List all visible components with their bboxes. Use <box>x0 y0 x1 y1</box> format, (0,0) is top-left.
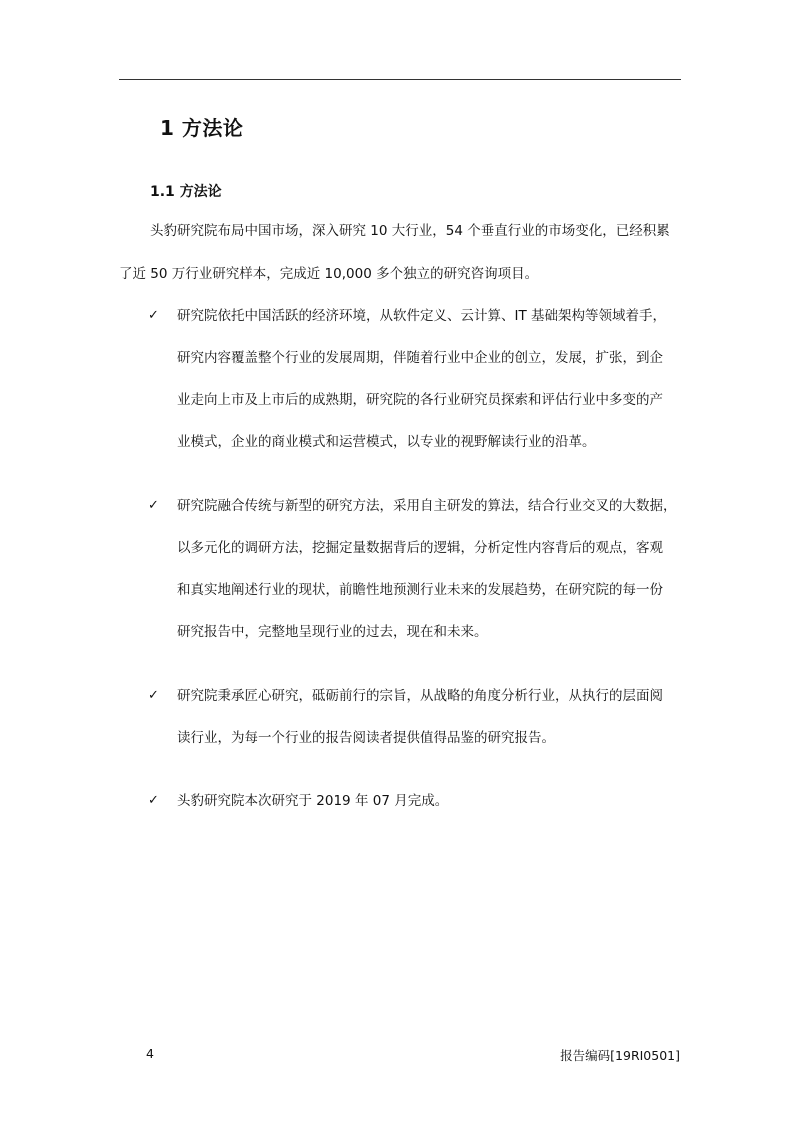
intro-line: 头豹研究院布局中国市场，深入研究 10 大行业，54 个垂直行业的市场变化，已经积累 <box>150 223 670 239</box>
section-title: 方法论 <box>181 116 244 140</box>
report-code: 报告编码[19RI0501] <box>560 1048 680 1063</box>
section-heading <box>160 112 243 141</box>
bullet-line: 业走向上市及上市后的成熟期，研究院的各行业研究员探索和评估行业中多变的产 <box>177 392 663 408</box>
bullet-line: 头豹研究院本次研究于 2019 年 07 月完成。 <box>177 793 449 809</box>
bullet-line: 研究院秉承匠心研究，砥砺前行的宗旨，从战略的角度分析行业，从执行的层面阅 <box>177 688 663 704</box>
bullet-line: 研究院融合传统与新型的研究方法，采用自主研发的算法，结合行业交叉的大数据， <box>177 498 677 514</box>
bullet-line: 研究内容覆盖整个行业的发展周期，伴随着行业中企业的创立，发展，扩张，到企 <box>177 350 663 366</box>
subsection-number: 1.1 <box>150 184 175 200</box>
bullet-line: 以多元化的调研方法，挖掘定量数据背后的逻辑，分析定性内容背后的观点，客观 <box>177 540 663 556</box>
bullet-line: 业模式，企业的商业模式和运营模式，以专业的视野解读行业的沿革。 <box>177 434 596 450</box>
section-number: 1 <box>160 116 175 140</box>
checkmark-icon: ✓ <box>148 688 159 703</box>
bullet-line: 研究院依托中国活跃的经济环境，从软件定义、云计算、IT 基础架构等领域着手， <box>177 308 667 324</box>
bullet-line: 读行业，为每一个行业的报告阅读者提供值得品鉴的研究报告。 <box>177 730 555 746</box>
bullet-line: 研究报告中，完整地呈现行业的过去，现在和未来。 <box>177 624 488 640</box>
checkmark-icon: ✓ <box>148 498 159 513</box>
subsection-heading <box>150 181 222 201</box>
header-rule <box>119 79 681 80</box>
intro-line: 了近 50 万行业研究样本，完成近 10,000 多个独立的研究咨询项目。 <box>119 266 539 282</box>
subsection-title: 方法论 <box>179 184 222 200</box>
page-number: 4 <box>146 1046 154 1061</box>
checkmark-icon: ✓ <box>148 793 159 808</box>
checkmark-icon: ✓ <box>148 308 159 323</box>
bullet-line: 和真实地阐述行业的现状，前瞻性地预测行业未来的发展趋势，在研究院的每一份 <box>177 582 663 598</box>
